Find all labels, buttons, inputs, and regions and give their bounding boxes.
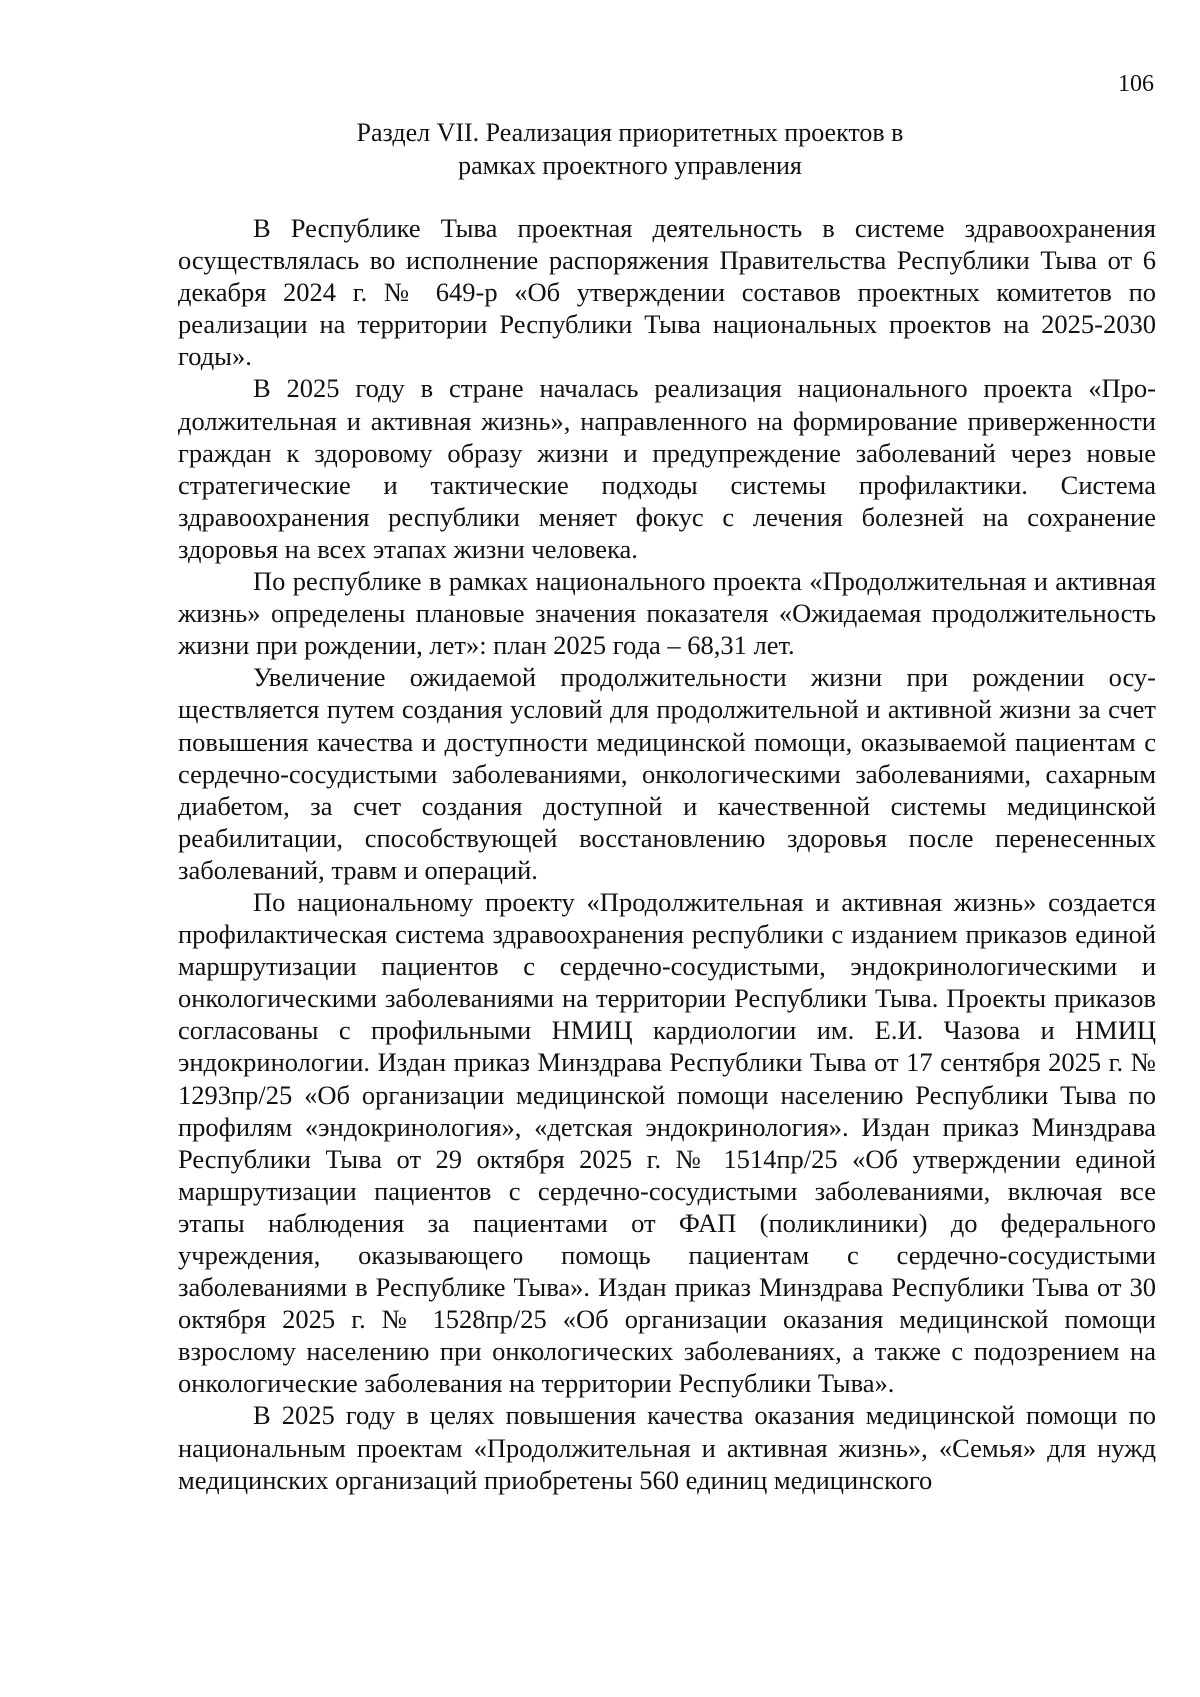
paragraph: В 2025 году в целях повышения качества оказания медицинской помощи по национальным проектам «Продолжительная и активная жизнь», «Семья» для нужд медицинских организаций приобретены 560 единиц медицинского xyxy=(178,1400,1156,1495)
paragraph: По национальному проекту «Продолжительная и активная жизнь» создается профилактическая система здравоохранения республики с изданием приказов единой маршрутизации пациентов с сердечно-сосудистыми, эндокринологическими и онкологическими заболеваниями на территории Республики Тыва. Проекты приказов согласованы с профильными НМИЦ кардиологии им. Е.И. Чазова и НМИЦ эндокринологии. Издан приказ Минздрава Республики Тыва от 17 сентября 2025 г. № 1293пр/25 «Об организации медицинской помощи населению Республики Тыва по профилям «эндокринология», «детская эндокринология». Издан приказ Минздрава Республики Тыва от 29 октября 2025 г. № 1514пр/25 «Об утверждении единой маршрутизации пациентов с сердечно-сосудистыми заболеваниями, включая все этапы наблюдения за пациентами от ФАП (поликлиники) до федерального учреждения, оказывающего помощь пациентам с сердечно-сосудистыми заболеваниями в Республике Тыва». Издан приказ Минздрава Республики Тыва от 30 октября 2025 г. № 1528пр/25 «Об организации оказания медицинской помощи взрослому населению при онкологических заболеваниях, а также с подозрением на онкологические заболевания на территории Республики Тыва». xyxy=(178,886,1156,1399)
body-text xyxy=(178,212,1156,1496)
page-number: 106 xyxy=(1118,71,1154,97)
section-heading-line-2: рамках проектного управления xyxy=(458,151,802,180)
paragraph: Увеличение ожидаемой продолжительности жизни при рождении осуществляется путем создания условий для продолжительной и активной жизни за счет повышения качества и доступности медицинской помощи, оказываемой пациентам с сердечно-сосудистыми заболеваниями, онкологическими заболеваниями, сахарным диабетом, за счет создания доступной и качественной системы медицинской реабилитации, способствующей восстановлению здоровья после перенесенных заболеваний, травм и операций. xyxy=(178,662,1156,885)
paragraph: По республике в рамках национального проекта «Продолжительная и активная жизнь» определены плановые значения показателя «Ожидаемая продолжительность жизни при рождении, лет»: план 2025 года – 68,31 лет. xyxy=(178,566,1156,661)
section-heading-line-1: Раздел VII. Реализация приоритетных проектов в xyxy=(356,118,904,147)
paragraph: В Республике Тыва проектная деятельность в системе здравоохранения осуществлялась во исполнение распоряжения Правительства Республики Тыва от 6 декабря 2024 г. № 649-р «Об утверждении составов проектных комитетов по реализации на территории Республики Тыва национальных проектов на 2025-2030 годы». xyxy=(178,213,1156,372)
paragraph: В 2025 году в стране началась реализация национального проекта «Продолжительная и активная жизнь», направленного на формирование приверженности граждан к здоровому образу жизни и предупреждение заболеваний через новые стратегические и тактические подходы системы профилактики. Система здравоохранения республики меняет фокус с лечения болезней на сохранение здоровья на всех этапах жизни человека. xyxy=(178,373,1156,564)
section-heading xyxy=(180,116,1080,182)
